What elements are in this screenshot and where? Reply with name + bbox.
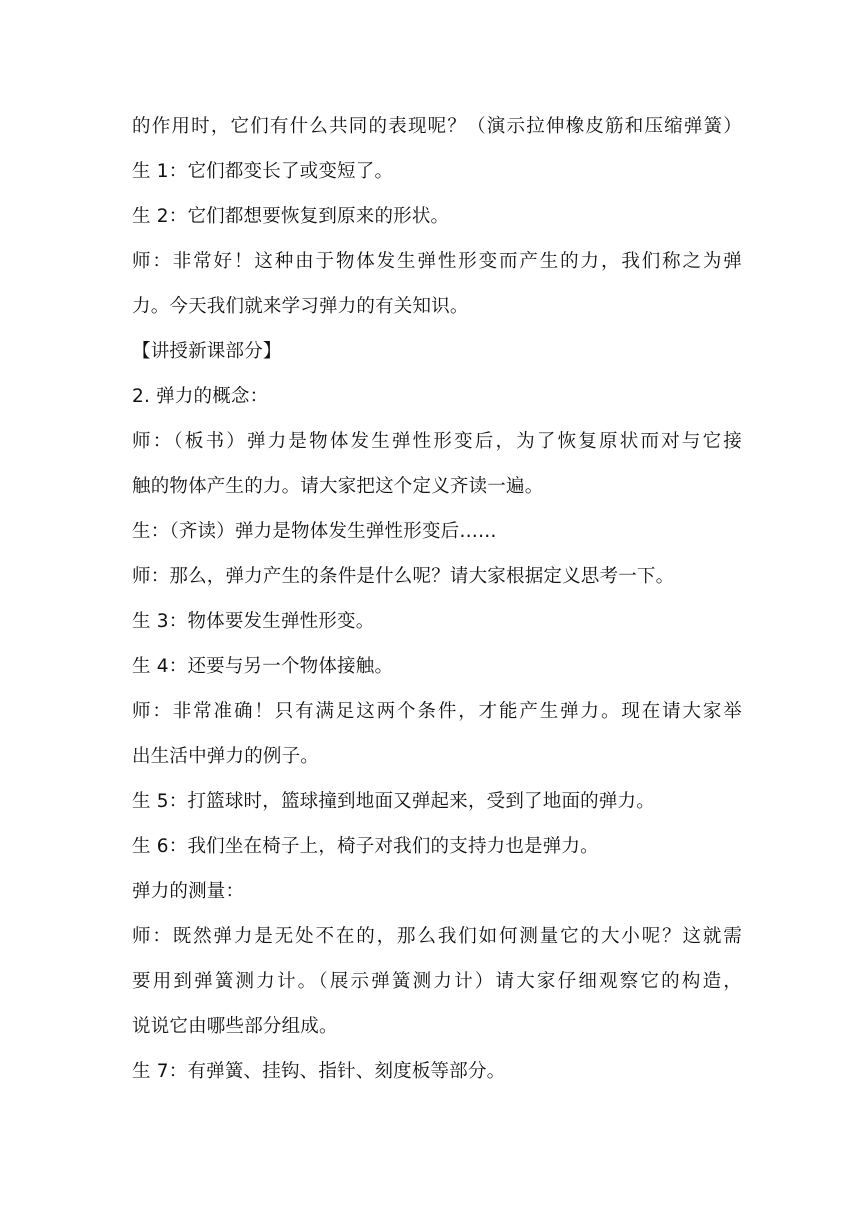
text-line: 生 1：它们都变长了或变短了。 [132,161,394,182]
text-line: 生 7：有弹簧、挂钩、指针、刻度板等部分。 [132,1061,506,1082]
text-line: 生 6：我们坐在椅子上，椅子对我们的支持力也是弹力。 [132,836,599,857]
text-line: 说说它由哪些部分组成。 [132,1016,338,1037]
text-line: 生 5：打篮球时，篮球撞到地面又弹起来，受到了地面的弹力。 [132,791,655,812]
text-line: 触的物体产生的力。请大家把这个定义齐读一遍。 [132,476,544,497]
text-line: 师：非常准确！只有满足这两个条件，才能产生弹力。现在请大家举 [132,701,742,722]
text-line: 生 2：它们都想要恢复到原来的形状。 [132,206,450,227]
text-line: 的作用时，它们有什么共同的表现呢？（演示拉伸橡皮筋和压缩弹簧） [132,116,742,137]
text-line: 生 4：还要与另一个物体接触。 [132,656,394,677]
text-line: 师：非常好！这种由于物体发生弹性形变而产生的力，我们称之为弹 [132,251,742,272]
document-body [132,104,742,1094]
section-heading: 【讲授新课部分】 [132,341,282,362]
text-line: 出生活中弹力的例子。 [132,746,320,767]
subsection-heading: 弹力的测量： [132,881,245,902]
text-line: 生：（齐读）弹力是物体发生弹性形变后…… [132,521,497,542]
text-line: 师：（板书）弹力是物体发生弹性形变后，为了恢复原状而对与它接 [132,431,742,452]
subsection-heading: 2. 弹力的概念： [132,386,269,407]
text-line: 师：既然弹力是无处不在的，那么我们如何测量它的大小呢？这就需 [132,926,742,947]
text-line: 要用到弹簧测力计。（展示弹簧测力计）请大家仔细观察它的构造， [132,971,742,992]
text-line: 生 3：物体要发生弹性形变。 [132,611,375,632]
text-line: 师：那么，弹力产生的条件是什么呢？请大家根据定义思考一下。 [132,566,675,587]
text-line: 力。今天我们就来学习弹力的有关知识。 [132,296,469,317]
